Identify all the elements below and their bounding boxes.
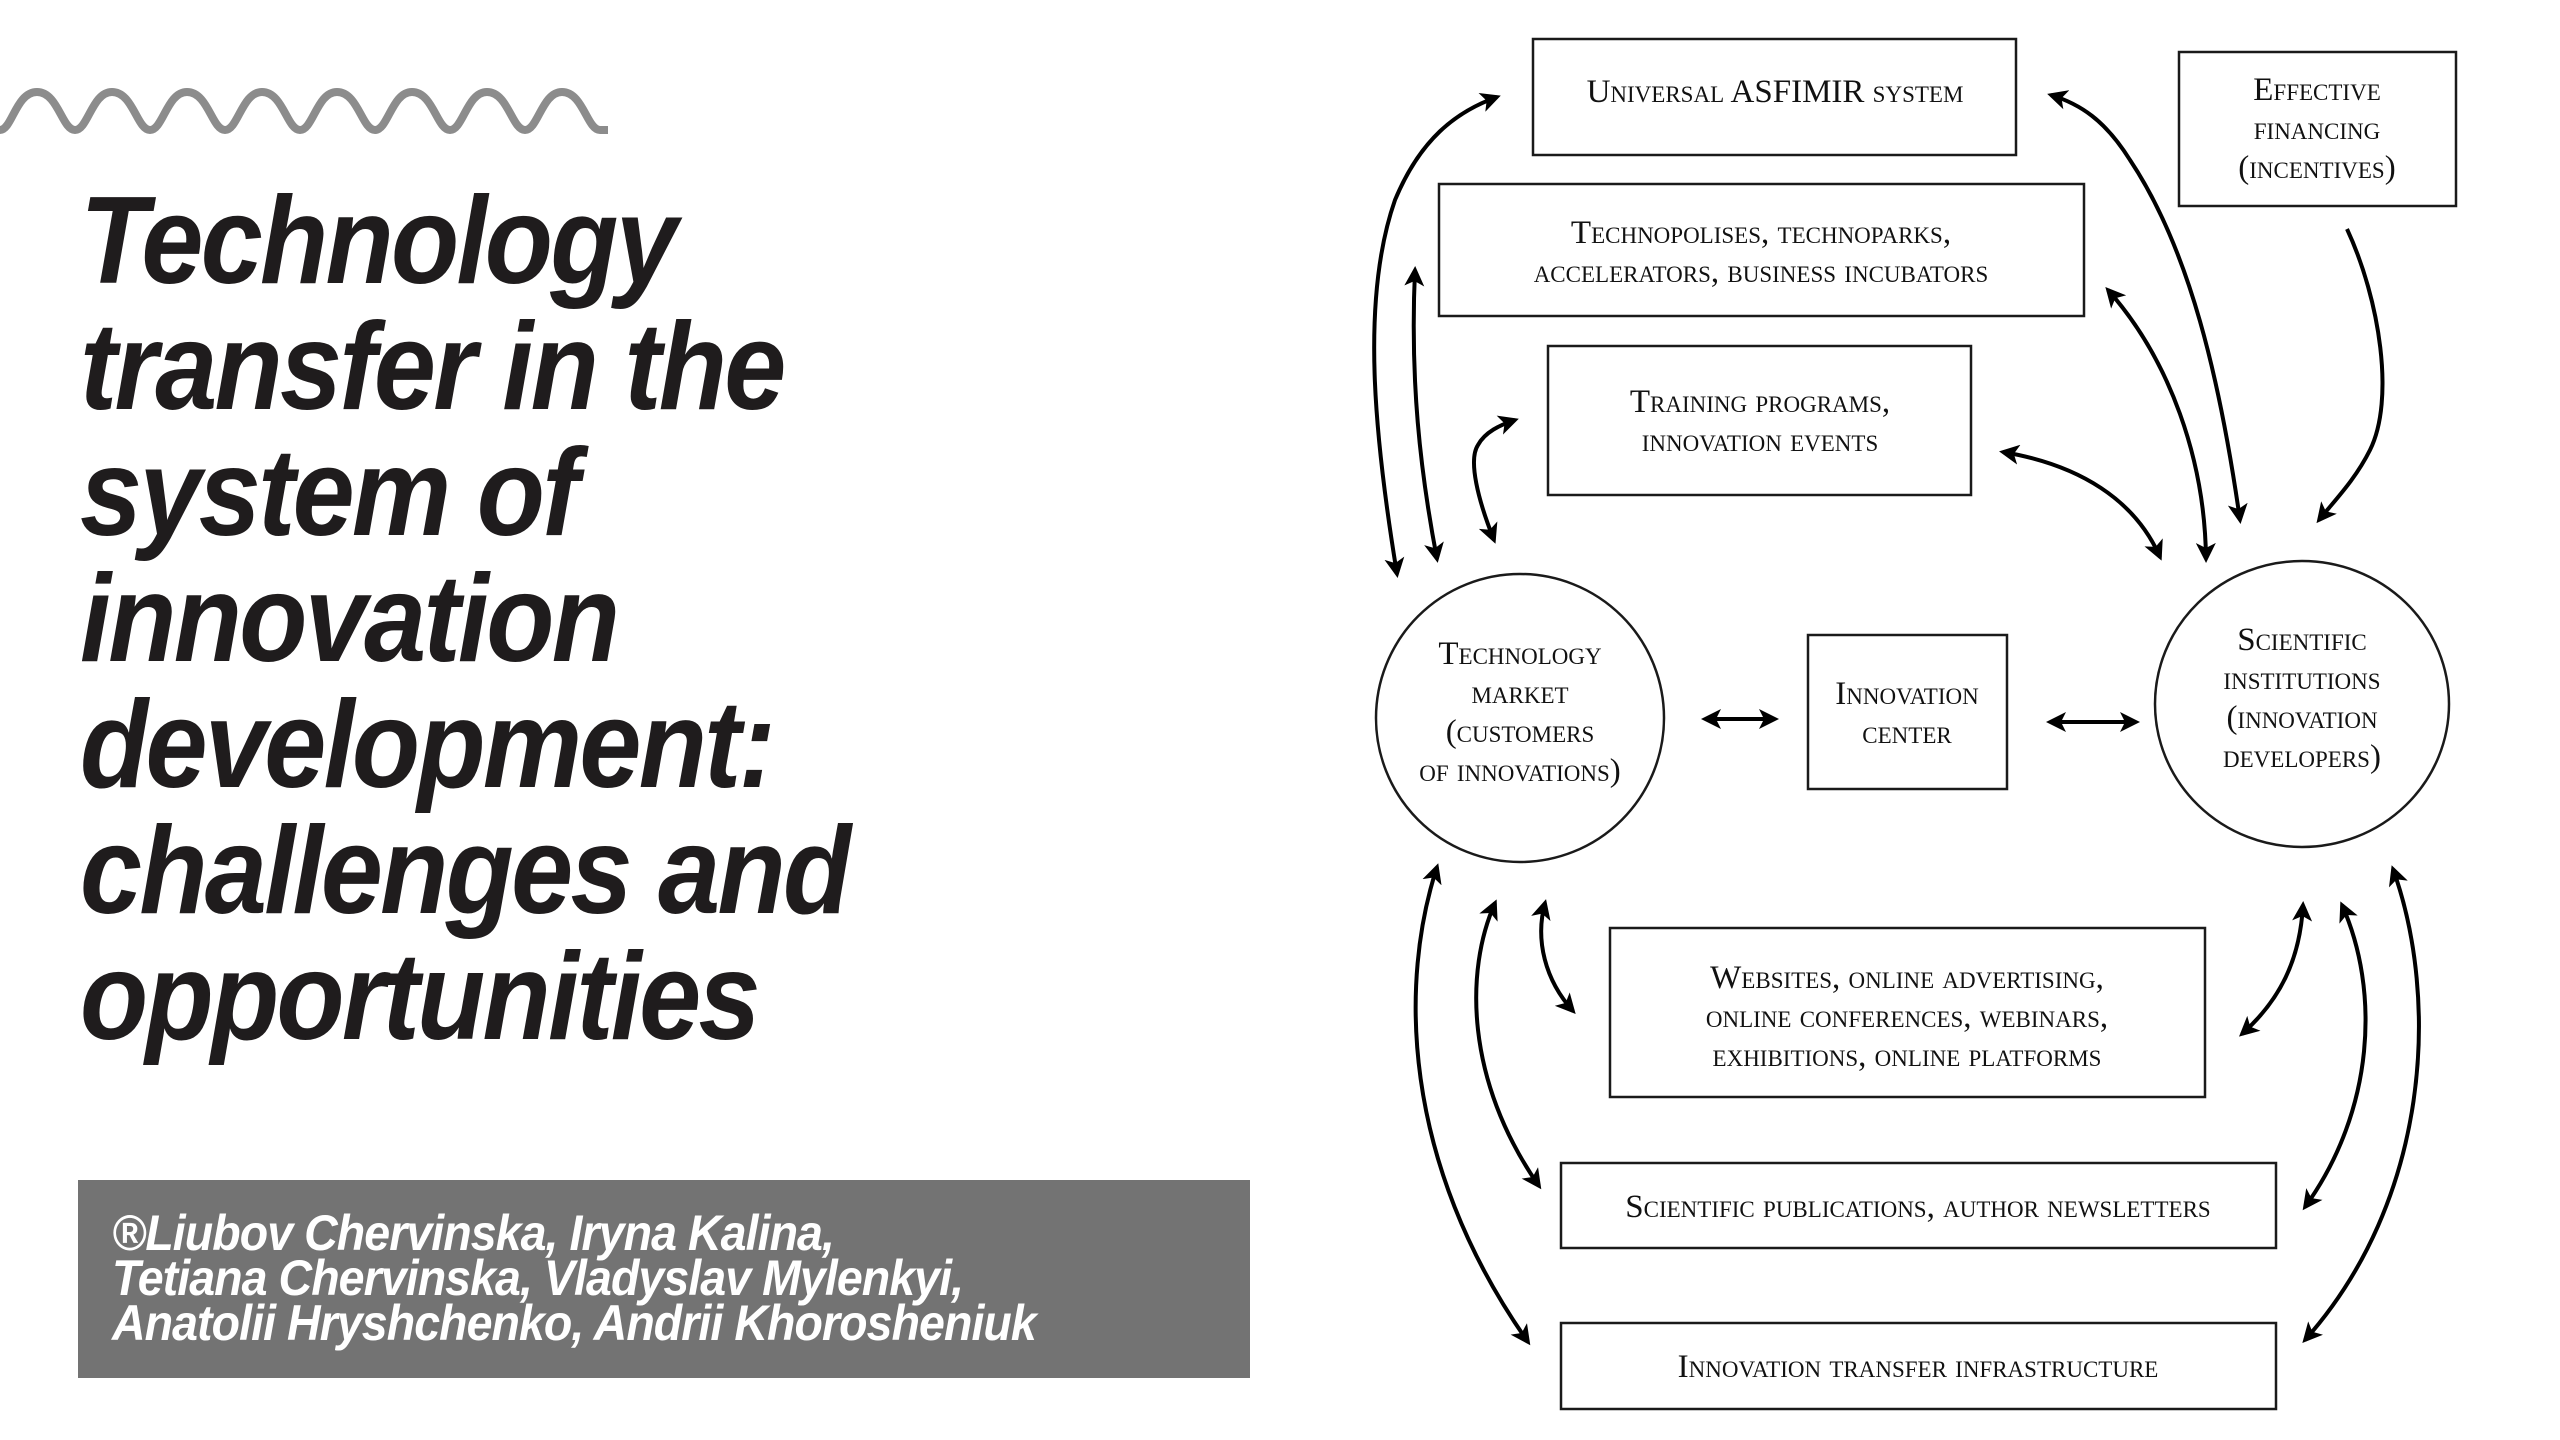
- arrow-institutions-training: [2003, 452, 2160, 557]
- svg-text:Effective: Effective: [2253, 72, 2381, 108]
- node-innovation-center: [1808, 635, 2007, 789]
- authors-line: Tetiana Chervinska, Vladyslav Mylenkyi,: [112, 1250, 964, 1306]
- title-line: development:: [80, 676, 774, 814]
- arrow-market-asfimir: [1374, 97, 1497, 574]
- svg-text:institutions: institutions: [2223, 661, 2381, 697]
- arrow-market-infrastructure: [1416, 867, 1528, 1342]
- arrow-market-websites: [1541, 903, 1573, 1011]
- svg-text:innovation events: innovation events: [1641, 423, 1879, 459]
- arrow-market-publications: [1476, 903, 1539, 1186]
- node-effective-financing: [2179, 52, 2456, 206]
- svg-text:market: market: [1471, 675, 1569, 711]
- arrow-institutions-technopolises: [2108, 290, 2206, 559]
- svg-text:of innovations): of innovations): [1419, 753, 1621, 789]
- svg-text:(innovation: (innovation: [2226, 700, 2378, 736]
- svg-text:accelerators, business incubat: accelerators, business incubators: [1533, 254, 1989, 290]
- node-websites: [1610, 928, 2205, 1097]
- svg-text:online conferences, webinars,: online conferences, webinars,: [1705, 999, 2109, 1035]
- title-line: challenges and: [80, 802, 849, 940]
- title-line: opportunities: [80, 928, 758, 1066]
- svg-text:Technopolises, technoparks,: Technopolises, technoparks,: [1570, 215, 1952, 251]
- node-technology-market: [1376, 574, 1664, 862]
- node-technopolises: [1439, 184, 2084, 316]
- svg-text:(customers: (customers: [1445, 714, 1595, 750]
- svg-text:(incentives): (incentives): [2238, 150, 2396, 186]
- svg-text:financing: financing: [2253, 111, 2381, 147]
- svg-text:Technology: Technology: [1438, 636, 1602, 672]
- arrow-market-technopolises: [1414, 270, 1437, 559]
- node-scientific-institutions: [2155, 561, 2449, 847]
- arrow-market-training: [1474, 420, 1515, 540]
- svg-text:Websites, online advertising,: Websites, online advertising,: [1710, 960, 2104, 996]
- svg-text:Innovation transfer infrastruc: Innovation transfer infrastructure: [1677, 1349, 2159, 1385]
- node-infrastructure: [1561, 1323, 2276, 1409]
- title-line: Technology: [80, 172, 676, 310]
- svg-text:Training programs,: Training programs,: [1629, 384, 1891, 420]
- svg-text:Scientific publications, autho: Scientific publications, author newsletters: [1625, 1189, 2211, 1225]
- arrow-financing-institutions: [2319, 229, 2382, 520]
- title-line: transfer in the: [80, 298, 784, 436]
- authors-line: ®Liubov Chervinska, Iryna Kalina,: [112, 1205, 834, 1261]
- node-asfimir: [1533, 39, 2016, 155]
- svg-text:Scientific: Scientific: [2237, 622, 2367, 658]
- arrow-institutions-websites: [2242, 905, 2303, 1034]
- node-publications: [1561, 1163, 2276, 1248]
- arrow-institutions-infrastructure: [2305, 869, 2419, 1340]
- svg-text:developers): developers): [2223, 739, 2381, 775]
- title-line: system of: [80, 424, 577, 562]
- title-line: innovation: [80, 550, 618, 688]
- authors-line: Anatolii Hryshchenko, Andrii Khorosheniuk: [112, 1295, 1036, 1351]
- node-training: [1548, 346, 1971, 495]
- svg-text:center: center: [1862, 715, 1952, 751]
- svg-text:exhibitions, online platforms: exhibitions, online platforms: [1712, 1038, 2102, 1074]
- arrow-institutions-publications: [2305, 905, 2366, 1207]
- svg-text:Innovation: Innovation: [1835, 676, 1979, 712]
- svg-text:Universal ASFIMIR system: Universal ASFIMIR system: [1586, 74, 1964, 110]
